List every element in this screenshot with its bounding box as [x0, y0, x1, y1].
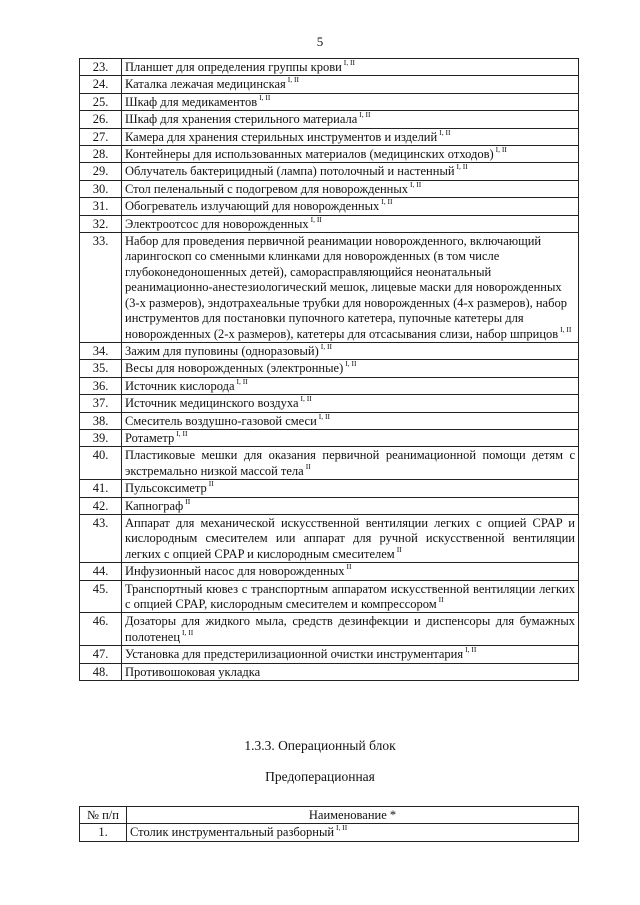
row-number: 47.: [80, 646, 122, 663]
level-note: I, II: [560, 324, 572, 334]
item-cell: [122, 93, 579, 110]
level-note: I, II: [359, 110, 371, 120]
level-note: II: [346, 562, 352, 572]
level-note: I, II: [182, 627, 194, 637]
level-note: II: [438, 595, 444, 604]
item-cell: [122, 377, 579, 394]
table-row: [80, 563, 579, 580]
item-cell: [122, 342, 579, 359]
level-note: I, II: [495, 145, 507, 155]
item-cell: [122, 360, 579, 377]
item-cell: [122, 429, 579, 446]
table-row: [80, 395, 579, 412]
item-cell: [122, 663, 579, 680]
row-number: 48.: [80, 663, 122, 680]
equipment-table: [79, 58, 579, 681]
item-name: Дозаторы для жидкого мыла, средств дезинфекции и диспенсоры для бумажных полотенец: [125, 614, 575, 644]
item-name: Зажим для пуповины (одноразовый): [125, 343, 319, 358]
row-number: 33.: [80, 233, 122, 343]
item-name: Электроотсос для новорожденных: [125, 216, 309, 231]
level-note: I, II: [345, 359, 357, 369]
level-note: I, II: [456, 162, 468, 172]
level-note: I, II: [343, 58, 356, 67]
item-cell: [122, 480, 579, 497]
item-cell: [122, 233, 579, 343]
item-cell: [122, 497, 579, 514]
item-cell: [122, 613, 579, 646]
row-number: 23.: [80, 59, 122, 76]
item-name: Шкаф для хранения стерильного материала: [125, 112, 358, 127]
level-note: I, II: [439, 127, 451, 137]
item-cell: [122, 146, 579, 163]
level-note: II: [396, 544, 402, 554]
level-note: I, II: [381, 197, 393, 207]
level-note: I, II: [318, 411, 331, 421]
item-name: Источник медицинского воздуха: [125, 396, 299, 411]
table-row: [80, 93, 579, 110]
item-cell: [122, 646, 579, 663]
table-header-row: [80, 807, 579, 824]
row-number: 46.: [80, 613, 122, 646]
section-title: 1.3.3. Операционный блок: [244, 738, 396, 753]
item-name: Ротаметр: [125, 430, 175, 445]
table-row: [80, 580, 579, 613]
item-name: Весы для новорожденных (электронные): [125, 361, 344, 376]
item-cell: [127, 824, 579, 841]
level-note: II: [185, 496, 191, 506]
table-row: [80, 824, 579, 841]
table-row: [80, 76, 579, 93]
item-cell: [122, 514, 579, 562]
table-row: [80, 233, 579, 343]
level-note: I, II: [287, 75, 300, 85]
row-number: 35.: [80, 360, 122, 377]
item-name: Источник кислорода: [125, 378, 235, 393]
row-number: 42.: [80, 497, 122, 514]
item-name: Шкаф для медикаментов: [125, 94, 258, 109]
item-cell: [122, 563, 579, 580]
table-row: [80, 447, 579, 480]
item-cell: [122, 580, 579, 613]
level-note: I, II: [300, 394, 312, 404]
item-name: Планшет для определения группы крови: [125, 60, 342, 74]
table-row: [80, 377, 579, 394]
table-row: [80, 111, 579, 128]
table-row: [80, 613, 579, 646]
item-name: Аппарат для механической искусственной вентиляции легких с опцией CPAP и кислородным смесителем или аппарат для ручной искусственной вентиляции легких с опцией CPAP и кислородным смесителем: [125, 515, 575, 561]
item-cell: [122, 180, 579, 197]
column-header-name: Наименование *: [127, 807, 579, 824]
table-row: [80, 180, 579, 197]
row-number: 30.: [80, 180, 122, 197]
table-row: [80, 59, 579, 76]
item-name: Облучатель бактерицидный (лампа) потолочный и настенный: [125, 164, 455, 179]
row-number: 36.: [80, 377, 122, 394]
level-note: I, II: [236, 376, 248, 386]
row-number: 26.: [80, 111, 122, 128]
preoperative-equipment-table: [79, 806, 579, 842]
item-name: Камера для хранения стерильных инструментов и изделий: [125, 129, 438, 144]
table-row: [80, 198, 579, 215]
item-name: Противошоковая укладка: [125, 664, 261, 679]
item-name: Смеситель воздушно-газовой смеси: [125, 413, 317, 428]
table-row: [80, 497, 579, 514]
item-cell: [122, 163, 579, 180]
row-number: 31.: [80, 198, 122, 215]
item-cell: [122, 215, 579, 232]
table-row: [80, 429, 579, 446]
row-number: 29.: [80, 163, 122, 180]
row-number: 24.: [80, 76, 122, 93]
table-row: [80, 342, 579, 359]
row-number: 37.: [80, 395, 122, 412]
row-number: 39.: [80, 429, 122, 446]
subsection-title: Предоперационная: [265, 769, 375, 784]
item-cell: [122, 76, 579, 93]
item-name: Каталка лежачая медицинская: [125, 77, 286, 92]
row-number: 45.: [80, 580, 122, 613]
level-note: I, II: [310, 214, 322, 224]
item-cell: [122, 128, 579, 145]
table-row: [80, 360, 579, 377]
level-note: I, II: [259, 92, 271, 102]
table-row: [80, 128, 579, 145]
row-number: 43.: [80, 514, 122, 562]
table-row: [80, 163, 579, 180]
level-note: I, II: [465, 645, 477, 655]
row-number: 41.: [80, 480, 122, 497]
item-name: Стол пеленальный с подогревом для новорожденных: [125, 181, 409, 196]
item-cell: [122, 447, 579, 480]
item-name: Пульсоксиметр: [125, 481, 207, 496]
row-number: 27.: [80, 128, 122, 145]
row-number: 44.: [80, 563, 122, 580]
item-name: Обогреватель излучающий для новорожденных: [125, 199, 380, 214]
row-number: 34.: [80, 342, 122, 359]
page-number: 5: [316, 34, 324, 49]
item-cell: [122, 111, 579, 128]
table-row: [80, 215, 579, 232]
row-number: 40.: [80, 447, 122, 480]
item-name: Транспортный кювез с транспортным аппаратом искусственной вентиляции легких с опцией CPAP, кислородным смесителем и компрессором: [125, 581, 575, 611]
row-number: 38.: [80, 412, 122, 429]
item-name: Пластиковые мешки для оказания первичной реанимационной помощи детям с экстремально низкой массой тела: [125, 448, 575, 478]
table-row: [80, 514, 579, 562]
level-note: I, II: [410, 179, 422, 189]
item-cell: [122, 395, 579, 412]
row-number: 25.: [80, 93, 122, 110]
table-row: [80, 146, 579, 163]
row-number: 28.: [80, 146, 122, 163]
level-note: I, II: [320, 341, 332, 351]
item-name: Столик инструментальный разборный: [130, 825, 335, 840]
row-number: 32.: [80, 215, 122, 232]
item-cell: [122, 412, 579, 429]
row-number: 1.: [80, 824, 127, 841]
table-row: [80, 412, 579, 429]
table-row: [80, 663, 579, 680]
item-name: Капнограф: [125, 498, 184, 513]
level-note: II: [305, 461, 311, 471]
table-row: [80, 646, 579, 663]
level-note: I, II: [336, 823, 348, 833]
item-name: Контейнеры для использованных материалов (медицинских отходов): [125, 147, 494, 162]
item-cell: [122, 59, 579, 76]
item-name: Инфузионный насос для новорожденных: [125, 564, 345, 579]
level-note: I, II: [176, 428, 188, 438]
item-cell: [122, 198, 579, 215]
item-name: Набор для проведения первичной реанимации новорожденного, включающий ларингоскоп со сменными клинками для новорожденных (в том числе глубоконедоношенных детей), саморасправляющийся неонатальный реанимационно-анестезиологический мешок, лицевые маски для новорожденных (3-х размеров), эндотрахеальные трубки для новорожденных (4-х размеров), набор инструментов для постановки пупочного катетера, пупочные катетеры для новорожденных (2-х размеров), катетеры для отсасывания слизи, набор шприцов: [125, 234, 567, 341]
level-note: II: [208, 479, 214, 489]
column-header-number: № п/п: [80, 807, 127, 824]
item-name: Установка для предстерилизационной очистки инструментария: [125, 647, 464, 662]
table-row: [80, 480, 579, 497]
